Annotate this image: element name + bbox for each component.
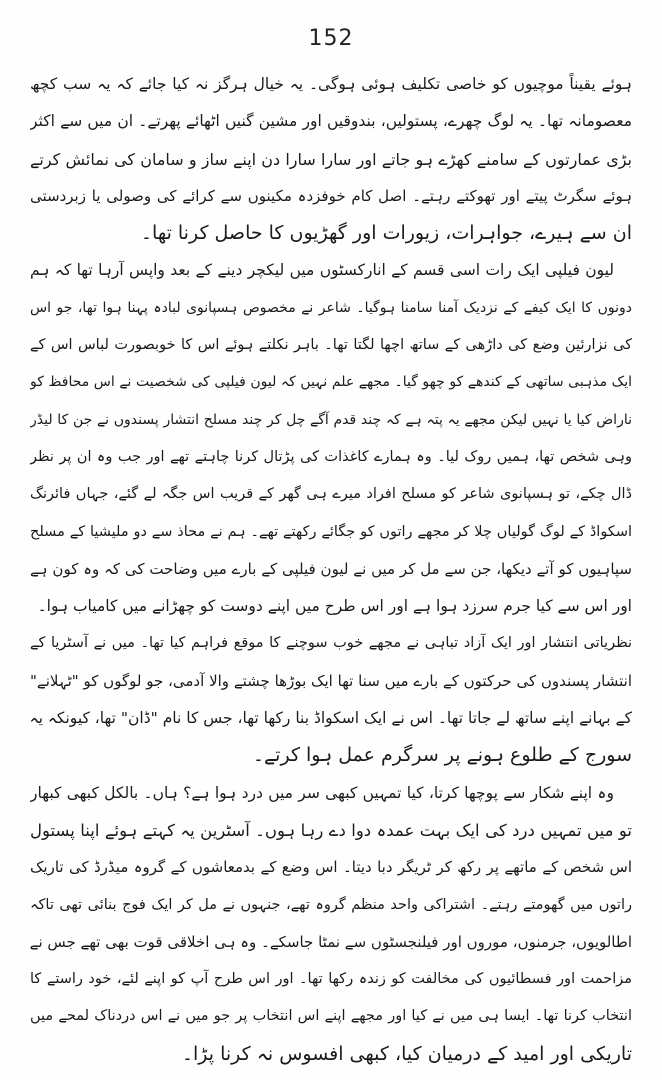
text-line: اسکواڈ کے لوگ گولیاں چلا کر مجھے راتوں کو جگائے رکھتے تھے۔ ہم نے محاذ سے دو ملیشیا کے مسلح xyxy=(30,523,632,540)
text-line: اس شخص کے ماتھے پر رکھ کر ٹریگر دبا دیتا۔ اس وضع کے بدمعاشوں کے گروہ میڈرڈ کی تاریک xyxy=(30,858,632,877)
text-line: ہوئے سگرٹ پیتے اور تھوکتے رہتے۔ اصل کام خوفزدہ مکینوں سے کرائے کی وصولی یا زبردستی xyxy=(30,186,632,205)
text-line: دونوں کا ایک کیفے کے نزدیک آمنا سامنا ہوگیا۔ شاعر نے مخصوص ہسپانوی لبادہ پہنا ہوا تھا، جو اس xyxy=(30,299,632,316)
text-line: معصومانہ تھا۔ یہ لوگ چھرے، پستولیں، بندوقیں اور مشین گنیں اٹھائے پھرتے۔ ان میں سے اکثر xyxy=(30,112,632,131)
text-line: ایک مذہبی ساتھی کے کندھے کو چھو گیا۔ مجھے علم نہیں کہ لیون فیلپی کی شخصیت نے اس محافظ کو xyxy=(30,374,632,391)
text-line: وہ اپنے شکار سے پوچھا کرتا، کیا تمہیں کبھی سر میں درد ہوا ہے؟ ہاں۔ بالکل کبھی کبھار xyxy=(30,783,614,802)
text-line: تاریکی اور امید کے درمیان کیا، کبھی افسوس نہ کرنا پڑا۔ xyxy=(181,1042,632,1065)
text-line: مزاحمت اور فسطائیوں کی مخالفت کو زندہ رکھا تھا۔ اور اس طرح آپ کو اپنے لئے، خود راستے کا xyxy=(30,971,632,988)
text-line: اطالویوں، جرمنوں، موروں اور فیلنجسٹوں سے نمٹا جاسکے۔ وہ ہی اخلاقی قوت بھی تھے جس نے xyxy=(30,932,632,951)
text-line: بڑی عمارتوں کے سامنے کھڑے ہو جاتے اور سارا سارا دن اپنے ساز و سامان کی نمائش کرتے xyxy=(30,149,632,169)
page-body-text xyxy=(30,66,632,1073)
text-line: ان سے ہیرے، جواہرات، زیورات اور گھڑیوں کا حاصل کرنا تھا۔ xyxy=(140,222,632,245)
text-line: لیون فیلپی ایک رات اسی قسم کے انارکسٹوں میں لیکچر دینے کے بعد واپس آرہا تھا کہ ہم xyxy=(30,261,614,280)
text-line: اور اس سے کیا جرم سرزد ہوا ہے اور اس طرح میں اپنے دوست کو چھڑانے میں کامیاب ہوا۔ xyxy=(37,597,632,616)
text-line: انتخاب کرنا تھا۔ ایسا ہی میں نے کیا اور مجھے اپنے اس انتخاب پر جو میں نے اس دردناک لمحے میں xyxy=(30,1008,632,1025)
text-line: راتوں میں گھومتے رہتے۔ اشتراکی واحد منظم گروہ تھے، جنہوں نے مل کر ایک فوج بنائی تھی تاکہ xyxy=(30,896,632,913)
text-line: کی نزارئین وضع کی داڑھی کے ساتھ اچھا لگتا تھا۔ باہر نکلتے ہوئے اس کا خوبصورت لباس اس کے xyxy=(30,337,632,354)
text-line: ہوئے یقیناً موچیوں کو خاصی تکلیف ہوئی ہوگی۔ یہ خیال ہرگز نہ کیا جائے کہ یہ سب کچھ xyxy=(30,75,632,93)
text-line: وہی شخص تھا، ہمیں روک لیا۔ وہ ہمارے کاغذات کی پڑتال کرنا چاہتے تھے اور جب وہ ان پر نظر xyxy=(30,448,632,465)
text-line: سورج کے طلوع ہونے پر سرگرم عمل ہوا کرتے۔ xyxy=(252,744,632,767)
text-line: کے بہانے اپنے ساتھ لے جاتا تھا۔ اس نے ایک اسکواڈ بنا رکھا تھا، جس کا نام "ڈان" تھا، کیونکہ یہ xyxy=(30,709,632,728)
page-number: 152 xyxy=(308,26,354,51)
text-line: نظریاتی انتشار اور ایک آزاد تباہی نے مجھے خوب سوچنے کا موقع فراہم کیا تھا۔ میں نے آسٹریا کے xyxy=(30,635,632,652)
text-line: ڈال چکے، تو ہسپانوی شاعر کو مسلح افراد میرے ہی گھر کے قریب اس جگہ لے گئے، جہاں فائرنگ xyxy=(30,486,632,503)
text-line: سپاہیوں کو آتے دیکھا، جن سے مل کر میں نے لیون فیلپی کے بارے میں وضاحت کی کہ وہ کون ہے xyxy=(30,559,632,578)
text-line: ناراض کیا یا نہیں لیکن مجھے یہ پتہ ہے کہ چند قدم آگے چل کر چند مسلح انتشار پسندوں نے جن کا لیڈر xyxy=(30,411,632,428)
text-line: تو میں تمہیں درد کی ایک بہت عمدہ دوا دے رہا ہوں۔ آسٹرین یہ کہتے ہوئے اپنا پستول xyxy=(30,820,632,840)
text-line: انتشار پسندوں کی حرکتوں کے بارے میں سنا تھا ایک بوڑھا چشتے والا آدمی، جو لوگوں کو "ٹہلانے" xyxy=(30,671,632,690)
